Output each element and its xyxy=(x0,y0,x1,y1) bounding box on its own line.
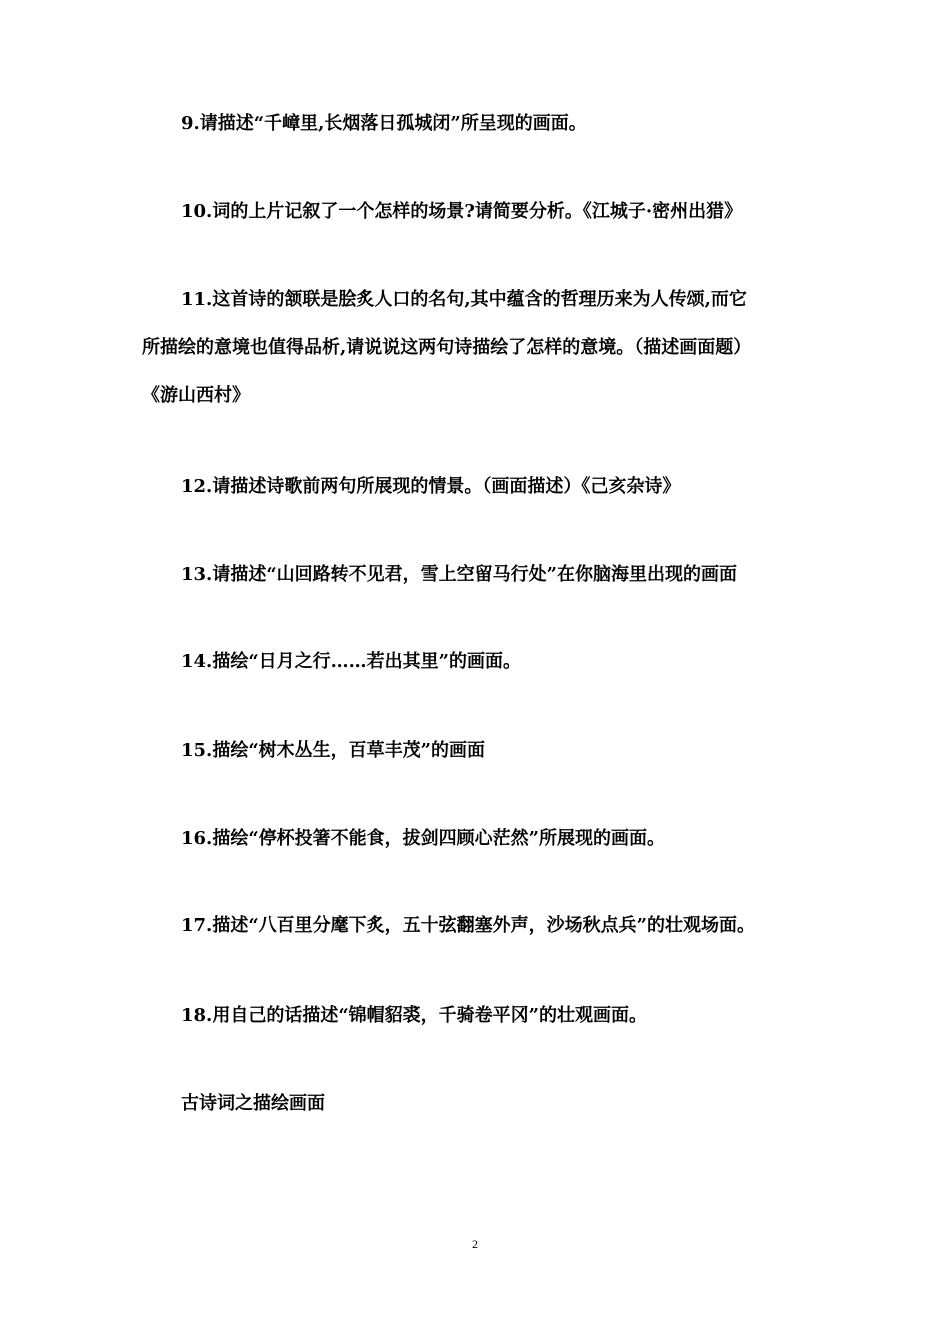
question-9: 9.请描述“千嶂里,长烟落日孤城闭”所呈现的画面。 xyxy=(181,113,587,134)
section-heading: 古诗词之描绘画面 xyxy=(181,1093,325,1114)
question-13: 13.请描述“山回路转不见君，雪上空留马行处”在你脑海里出现的画面 xyxy=(181,564,738,585)
question-18: 18.用自己的话描述“锦帽貂裘，千骑卷平冈”的壮观画面。 xyxy=(181,1005,648,1026)
question-14: 14.描绘“日月之行……若出其里”的画面。 xyxy=(181,651,522,672)
question-16: 16.描绘“停杯投箸不能食，拔剑四顾心茫然”所展现的画面。 xyxy=(181,828,666,849)
question-17: 17.描述“八百里分麾下炙，五十弦翻塞外声，沙场秋点兵”的壮观场面。 xyxy=(181,915,756,936)
question-15: 15.描绘“树木丛生，百草丰茂”的画面 xyxy=(181,740,486,761)
question-11-line-3: 《游山西村》 xyxy=(142,385,250,406)
question-11-line-2: 所描绘的意境也值得品析,请说说这两句诗描绘了怎样的意境。（描述画面题） xyxy=(142,337,752,358)
question-12: 12.请描述诗歌前两句所展现的情景。（画面描述）《己亥杂诗》 xyxy=(181,476,681,497)
question-11-line-1: 11.这首诗的颔联是脍炙人口的名句,其中蕴含的哲理历来为人传颂,而它 xyxy=(181,289,747,310)
question-10: 10.词的上片记叙了一个怎样的场景?请简要分析。《江城子·密州出猎》 xyxy=(181,201,743,222)
page-number: 2 xyxy=(472,1237,478,1251)
